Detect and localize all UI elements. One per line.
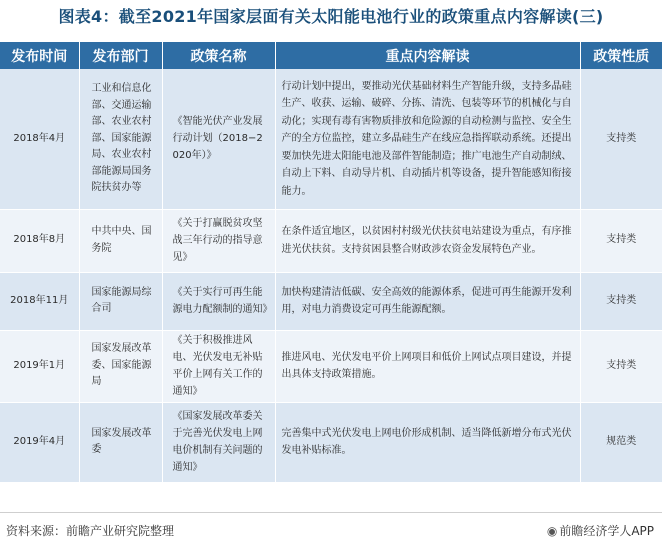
- cell-time: 2018年8月: [0, 209, 79, 272]
- cell-time: 2018年4月: [0, 69, 79, 209]
- cell-nature: 规范类: [580, 402, 662, 482]
- cell-nature: 支持类: [580, 272, 662, 330]
- cell-nature: 支持类: [580, 330, 662, 402]
- cell-time: 2018年11月: [0, 272, 79, 330]
- table-header-row: [0, 42, 662, 69]
- chart-title: 图表4：截至2021年国家层面有关太阳能电池行业的政策重点内容解读(三): [58, 7, 604, 26]
- cell-time: 2019年4月: [0, 402, 79, 482]
- cell-name: 《关于打赢脱贫攻坚战三年行动的指导意见》: [162, 209, 275, 272]
- table-row: [0, 330, 662, 402]
- cell-dept: 国家发展改革委、国家能源局: [79, 330, 162, 402]
- table-row: [0, 272, 662, 330]
- cell-time: 2019年1月: [0, 330, 79, 402]
- header-dept: 发布部门: [79, 42, 162, 69]
- header-name: 政策名称: [162, 42, 275, 69]
- cell-name: 《智能光伏产业发展行动计划（2018−2020年）》: [162, 69, 275, 209]
- table-row: [0, 69, 662, 209]
- cell-content: 行动计划中提出，要推动光伏基础材料生产智能升级，支持多晶硅生产、收获、运输、破碎、分拣、清洗、包装等环节的机械化与自动化；实现有毒有害物质排放和危险源的自动检测与监控、安全生产的全方位监控，建立多晶硅生产在线应急指挥联动系统。还提出要加快先进太阳能电池及部件智能制造；推广电池生产自动制绒、自动上下料、自动导片机、自动插片机等设备，提升智能感知衔接能力。: [275, 69, 580, 209]
- source-note: 资料来源：前瞻产业研究院整理: [6, 524, 175, 538]
- table-row: [0, 402, 662, 482]
- header-nature: 政策性质: [580, 42, 662, 69]
- qianzhan-logo-icon: ◉: [546, 524, 558, 538]
- cell-dept: 国家发展改革委: [79, 402, 162, 482]
- brand-label: [547, 522, 654, 539]
- header-content: 重点内容解读: [275, 42, 580, 69]
- cell-name: 《国家发展改革委关于完善光伏发电上网电价机制有关问题的通知》: [162, 402, 275, 482]
- cell-content: 推进风电、光伏发电平价上网项目和低价上网试点项目建设，并提出具体支持政策措施。: [275, 330, 580, 402]
- cell-content: 完善集中式光伏发电上网电价形成机制、适当降低新增分布式光伏发电补贴标准。: [275, 402, 580, 482]
- cell-name: 《关于积极推进风电、光伏发电无补贴平价上网有关工作的通知》: [162, 330, 275, 402]
- cell-nature: 支持类: [580, 209, 662, 272]
- footer: [0, 512, 662, 548]
- cell-nature: 支持类: [580, 69, 662, 209]
- policy-table: [0, 42, 662, 483]
- header-time: 发布时间: [0, 42, 79, 69]
- cell-dept: 国家能源局综合司: [79, 272, 162, 330]
- cell-content: 在条件适宜地区，以贫困村村级光伏扶贫电站建设为重点，有序推进光伏扶贫。支持贫困县整合财政涉农资金发展特色产业。: [275, 209, 580, 272]
- cell-dept: 工业和信息化部、交通运输部、农业农村部、国家能源局、农业农村部能源局国务院扶贫办等: [79, 69, 162, 209]
- cell-name: 《关于实行可再生能源电力配额制的通知》: [162, 272, 275, 330]
- table-row: [0, 209, 662, 272]
- cell-content: 加快构建清洁低碳、安全高效的能源体系，促进可再生能源开发利用，对电力消费设定可再生能源配额。: [275, 272, 580, 330]
- brand-text: 前瞻经济学人APP: [559, 524, 654, 538]
- cell-dept: 中共中央、国务院: [79, 209, 162, 272]
